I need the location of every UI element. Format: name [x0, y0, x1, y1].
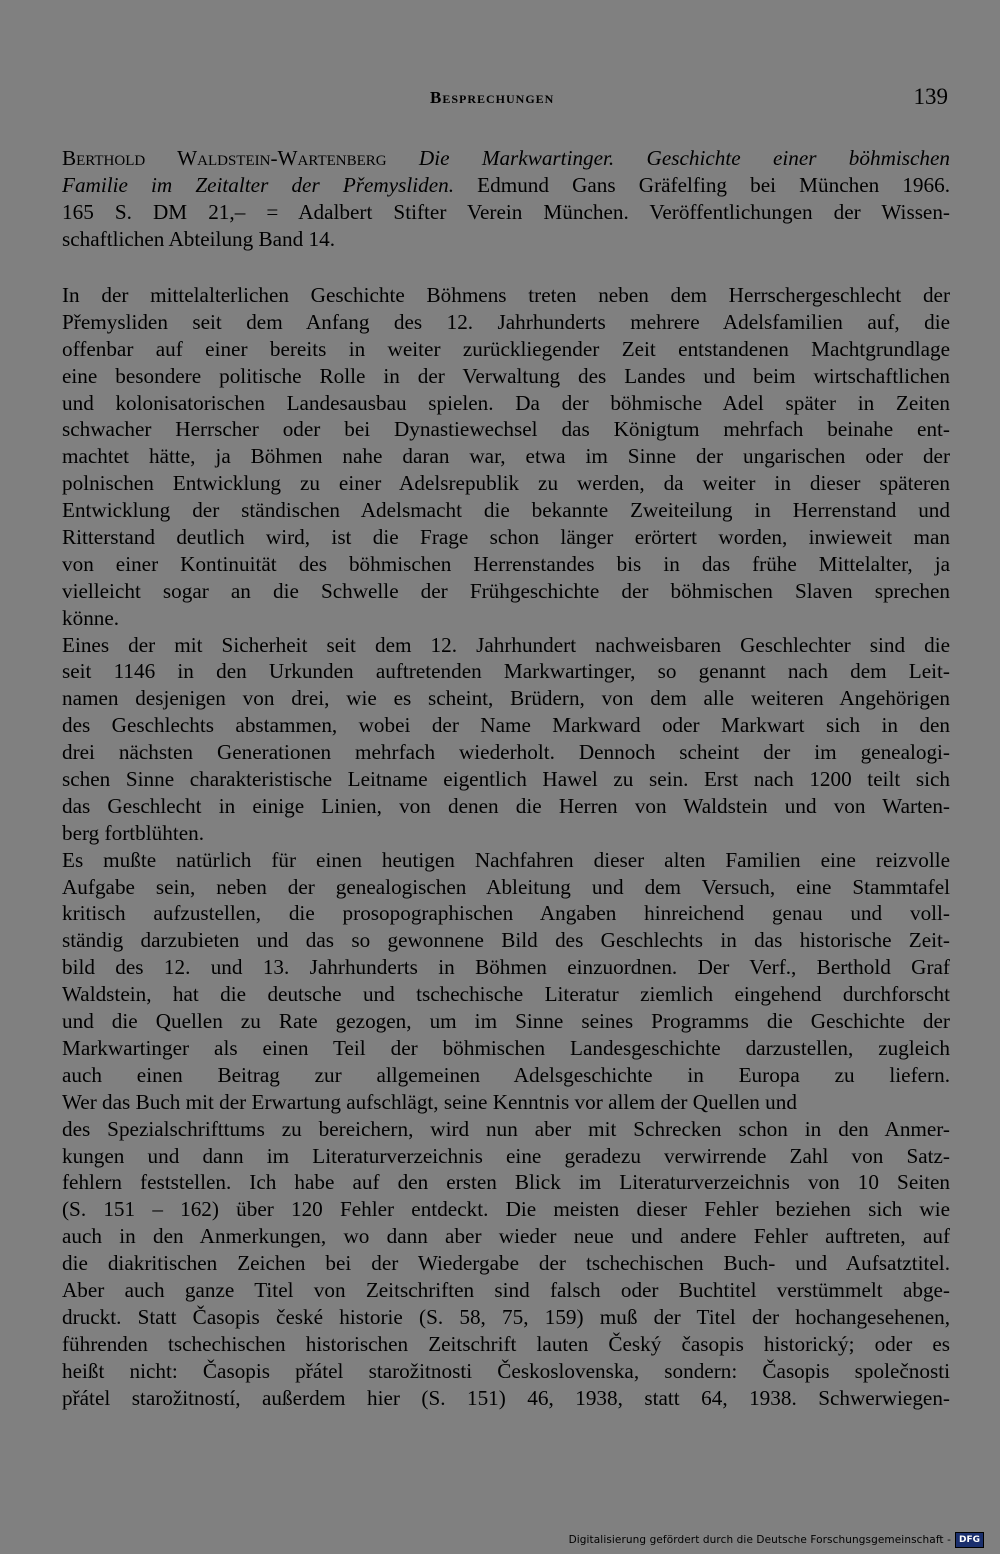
body-line: In der mittelalterlichen Geschichte Böhmens treten neben dem Herrschergeschlecht der [62, 283, 950, 307]
body-line: machtet hätte, ja Böhmen nahe daran war, etwa im Sinne der ungarischen oder der [62, 444, 950, 469]
body-line: und kolonisatorischen Landesausbau spielen. Da der böhmische Adel später in Zeiten [62, 390, 950, 415]
bibliographic-citation [62, 145, 950, 253]
body-line: könne. [62, 605, 120, 630]
body-line: des Spezialschrifttums zu bereichern, wird nun aber mit Schrecken schon in den Anmer- [62, 1116, 950, 1141]
body-line: auch einen Beitrag zur allgemeinen Adelsgeschichte in Europa zu liefern. [62, 1062, 950, 1087]
digitization-footer [569, 1532, 984, 1548]
body-line: führenden tschechischen historischen Zeitschrift lauten Český časopis historický; oder es [62, 1331, 950, 1356]
body-line: fehlern feststellen. Ich habe auf den ersten Blick im Literaturverzeichnis von 10 Seiten [62, 1170, 950, 1195]
citation-publisher: Edmund Gans Gräfelfing bei München 1966. [454, 172, 950, 197]
review-body-text [62, 282, 950, 1411]
body-line: druckt. Statt Časopis české historie (S. 58, 75, 159) muß der Titel der hochangesehenen, [62, 1304, 950, 1329]
citation-line [62, 145, 950, 172]
body-line: vielleicht sogar an die Schwelle der Frühgeschichte der böhmischen Slaven sprechen [62, 578, 950, 603]
citation-line: 165 S. DM 21,– = Adalbert Stifter Verein München. Veröffentlichungen der Wissen- [62, 199, 950, 224]
citation-author: Berthold Waldstein-Wartenberg [62, 146, 419, 170]
body-line: heißt nicht: Časopis přátel starožitnosti Československa, sondern: Časopis společnosti [62, 1358, 950, 1383]
body-line: seit 1146 in den Urkunden auftretenden Markwartinger, so genannt nach dem Leit- [62, 659, 950, 684]
body-line: Entwicklung der ständischen Adelsmacht die bekannte Zweiteilung in Herrenstand und [62, 498, 950, 523]
citation-title: Familie im Zeitalter der Přemysliden. [62, 172, 455, 197]
body-line: die diakritischen Zeichen bei der Wiedergabe der tschechischen Buch- und Aufsatztitel. [62, 1251, 950, 1276]
body-line: des Geschlechts abstammen, wobei der Name Markward oder Markwart sich in den [62, 713, 950, 738]
footer-credit: Digitalisierung gefördert durch die Deutsche Forschungsgemeinschaft - [568, 1534, 951, 1546]
body-line: polnischen Entwicklung zu einer Adelsrepublik zu werden, da weiter in dieser späteren [62, 471, 950, 496]
body-line: Markwartinger als einen Teil der böhmischen Landesgeschichte darzustellen, zugleich [62, 1035, 950, 1060]
body-line: Přemysliden seit dem Anfang des 12. Jahrhunderts mehrere Adelsfamilien auf, die [62, 309, 950, 334]
running-head-title: Besprechungen [430, 88, 555, 107]
running-head [0, 84, 1000, 114]
body-line: und die Quellen zu Rate gezogen, um im Sinne seines Programms die Geschichte der [62, 1009, 950, 1034]
body-line: Ritterstand deutlich wird, ist die Frage schon länger erörtert worden, inwieweit man [62, 525, 950, 550]
body-line: von einer Kontinuität des böhmischen Herrenstandes bis in das frühe Mittelalter, ja [62, 551, 950, 576]
body-line: schwacher Herrscher oder bei Dynastiewechsel das Königtum mehrfach beinahe ent- [62, 417, 950, 442]
body-line: Aber auch ganze Titel von Zeitschriften sind falsch oder Buchtitel verstümmelt abge- [62, 1277, 950, 1302]
body-line: auch in den Anmerkungen, wo dann aber wieder neue und andere Fehler auftreten, auf [62, 1224, 950, 1249]
body-line: kungen und dann im Literaturverzeichnis eine geradezu verwirrende Zahl von Satz- [62, 1143, 950, 1168]
body-line: drei nächsten Generationen mehrfach wiederholt. Dennoch scheint der im genealogi- [62, 740, 950, 765]
body-line: schen Sinne charakteristische Leitname eigentlich Hawel zu sein. Erst nach 1200 teilt sich [62, 767, 950, 792]
body-line: Aufgabe sein, neben der genealogischen Ableitung und dem Versuch, eine Stammtafel [62, 874, 950, 899]
body-line: Es mußte natürlich für einen heutigen Nachfahren dieser alten Familien eine reizvolle [62, 847, 950, 872]
page-number: 139 [913, 84, 948, 109]
body-line: (S. 151 – 162) über 120 Fehler entdeckt. Die meisten dieser Fehler beziehen sich wie [62, 1197, 950, 1222]
body-line: namen desjenigen von drei, wie es scheint, Brüdern, von dem alle weiteren Angehörigen [62, 686, 950, 711]
body-line: das Geschlecht in einige Linien, von denen die Herren von Waldstein und von Warten- [62, 793, 950, 818]
body-line: berg fortblühten. [62, 820, 205, 845]
body-line: eine besondere politische Rolle in der Verwaltung des Landes und beim wirtschaftlichen [62, 363, 950, 388]
body-line: přátel starožitností, außerdem hier (S. 151) 46, 1938, statt 64, 1938. Schwerwiegen- [62, 1385, 950, 1410]
body-line: bild des 12. und 13. Jahrhunderts in Böhmen einzuordnen. Der Verf., Berthold Graf [62, 955, 950, 980]
body-line: offenbar auf einer bereits in weiter zurückliegender Zeit entstandenen Machtgrundlage [62, 336, 950, 361]
citation-line [62, 172, 950, 199]
body-line: kritisch aufzustellen, die prosopographischen Angaben hinreichend genau und voll- [62, 901, 950, 926]
body-line: Waldstein, hat die deutsche und tschechische Literatur ziemlich eingehend durchforscht [62, 982, 950, 1007]
dfg-logo: DFG [955, 1532, 984, 1548]
body-line: Eines der mit Sicherheit seit dem 12. Jahrhundert nachweisbaren Geschlechter sind die [62, 632, 950, 657]
citation-title: Die Markwartinger. Geschichte einer böhmischen [418, 146, 950, 170]
citation-line: schaftlichen Abteilung Band 14. [62, 226, 336, 251]
body-line: Wer das Buch mit der Erwartung aufschlägt, seine Kenntnis vor allem der Quellen und [62, 1089, 797, 1114]
body-line: ständig darzubieten und das so gewonnene Bild des Geschlechts in das historische Zeit- [62, 928, 950, 953]
